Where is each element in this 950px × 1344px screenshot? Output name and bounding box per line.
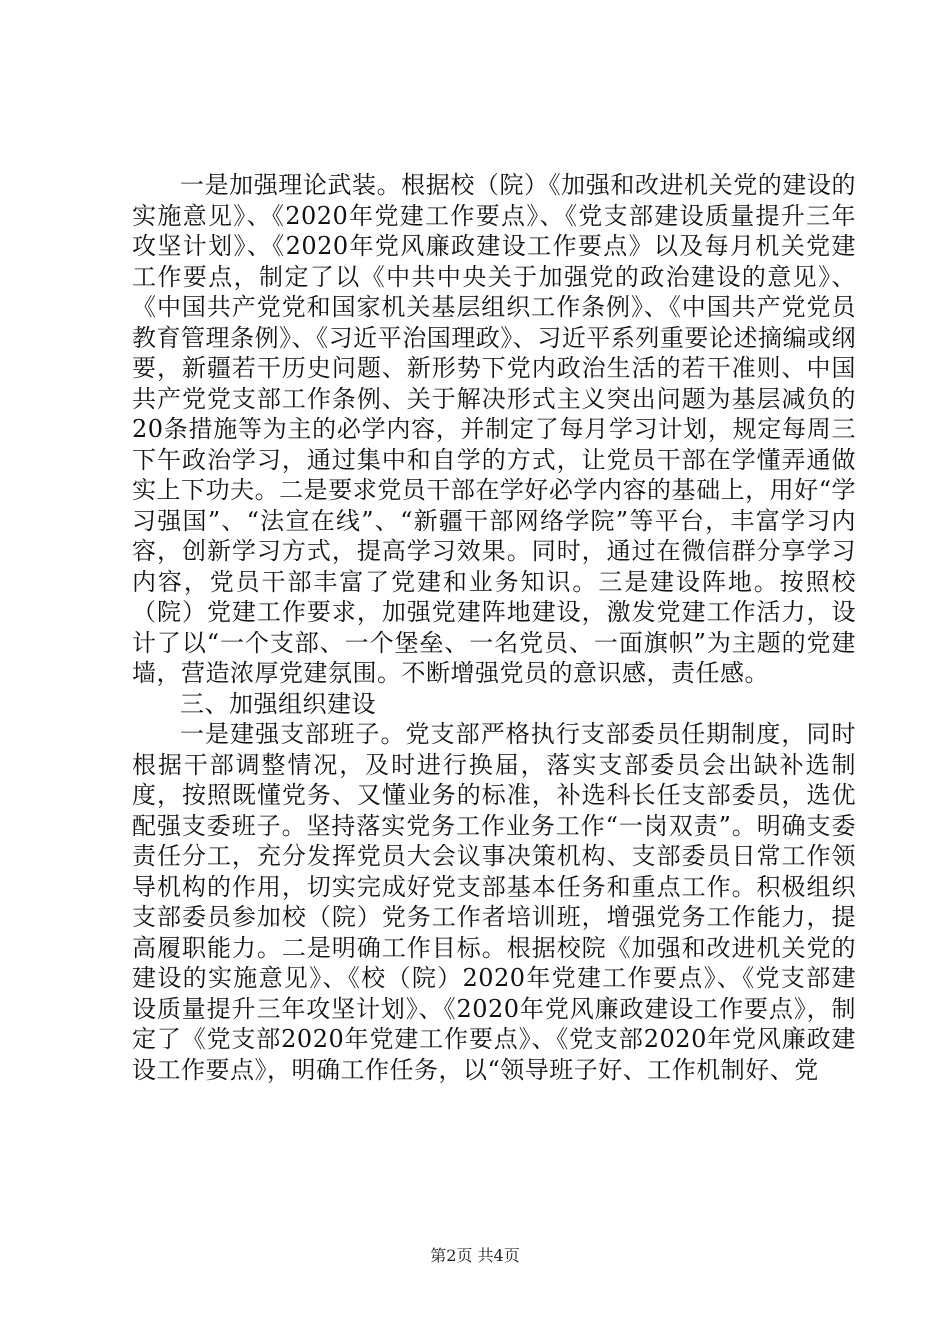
section-heading-organization: 三、加强组织建设 xyxy=(180,689,376,718)
paragraph-organization-building: 一是建强支部班子。党支部严格执行支部委员任期制度，同时根据干部调整情况，及时进行换届，落实支部委员会出缺补选制度，按照既懂党务、又懂业务的标准，补选科长任支部委员，选优配强支委班子。坚持落实党务工作业务工作“一岗双责”。明确支委责任分工，充分发挥党员大会议事决策机构、支部委员日常工作领导机构的作用，切实完成好党支部基本任务和重点工作。积极组织支部委员参加校（院）党务工作者培训班，增强党务工作能力，提高履职能力。二是明确工作目标。根据校院《加强和改进机关党的建设的实施意见》、《校（院）2020年党建工作要点》、《党支部建设质量提升三年攻坚计划》、《2020年党风廉政建设工作要点》，制定了《党支部2020年党建工作要点》、《党支部2020年党风廉政建设工作要点》，明确工作任务，以“领导班子好、工作机制好、党 xyxy=(132,720,856,1084)
paragraph-theory-study: 一是加强理论武装。根据校（院）《加强和改进机关党的建设的实施意见》、《2020年党建工作要点》、《党支部建设质量提升三年攻坚计划》、《2020年党风廉政建设工作要点》以及每月机关党建工作要点，制定了以《中共中央关于加强党的政治建设的意见》、《中国共产党党和国家机关基层组织工作条例》、《中国共产党党员教育管理条例》、《习近平治国理政》、习近平系列重要论述摘编或纲要，新疆若干历史问题、新形势下党内政治生活的若干准则、中国共产党党支部工作条例、关于解决形式主义突出问题为基层减负的20条措施等为主的必学内容，并制定了每月学习计划，规定每周三下午政治学习，通过集中和自学的方式，让党员干部在学懂弄通做实上下功夫。二是要求党员干部在学好必学内容的基础上，用好“学习强国”、“法宣在线”、“新疆干部网络学院”等平台，丰富学习内容，创新学习方式，提高学习效果。同时，通过在微信群分享学习内容，党员干部丰富了党建和业务知识。三是建设阵地。按照校（院）党建工作要求，加强党建阵地建设，激发党建工作活力，设计了以“一个支部、一个堡垒、一名党员、一面旗帜”为主题的党建墙，营造浓厚党建氛围。不断增强党员的意识感，责任感。 xyxy=(132,171,856,687)
page-number-footer: 第2页 共4页 xyxy=(430,1246,520,1265)
document-body xyxy=(132,170,856,1085)
